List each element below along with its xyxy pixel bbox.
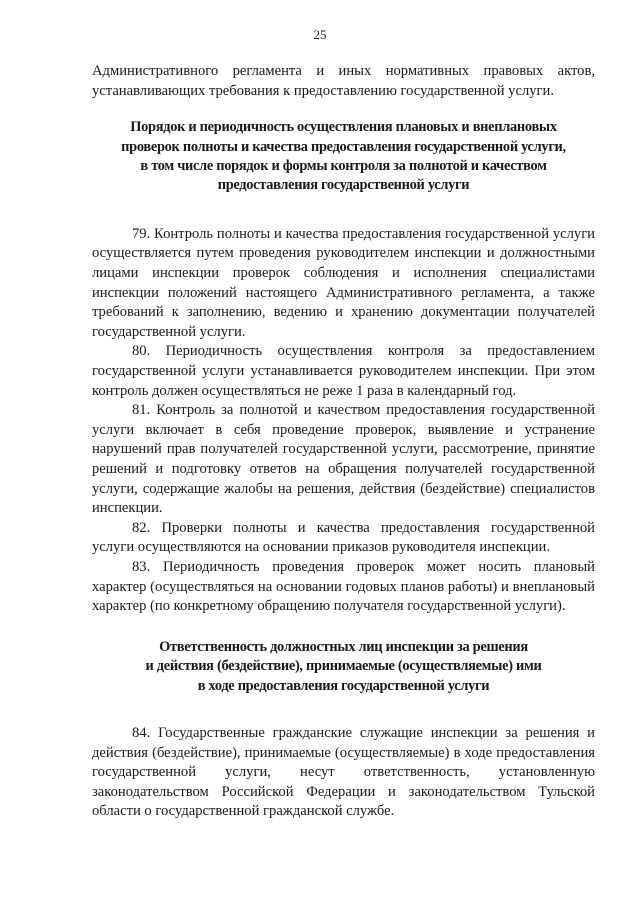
intro-paragraph: Административного регламента и иных нормативных правовых актов, устанавливающих требования к предоставлению государственной услуги. — [92, 63, 595, 99]
paragraph-81: 81. Контроль за полнотой и качеством предоставления государственной услуги включает в себя проведение проверок, выявление и устранение нарушений прав получателей государственной услуги, рассмотрение, принятие решений и подготовку ответов на обращения получателей государственной услуги, содержащие жалобы на решения, действия (бездействие) специалистов инспекции. — [92, 402, 595, 517]
heading-line: Ответственность должностных лиц инспекции за решения — [159, 638, 528, 655]
page-number: 25 — [313, 27, 327, 42]
paragraph-84: 84. Государственные гражданские служащие инспекции за решения и действия (бездействие), принимаемые (осуществляемые) в ходе предоставления государственной услуги, несут ответственность, установленную законодательством Российской Федерации и законодательством Тульской области о государственной гражданской службе. — [92, 724, 595, 820]
paragraph-79: 79. Контроль полноты и качества предоставления государственной услуги осуществляется путем проведения руководителем инспекции и должностными лицами инспекции проверок соблюдения и исполнения специалистами инспекции положений настоящего Административного регламента, а также требований к заполнению, ведению и хранению документации получателей государственной услуги. — [92, 225, 595, 340]
heading-line: проверок полноты и качества предоставления государственной услуги, — [121, 138, 566, 155]
heading-line: Порядок и периодичность осуществления плановых и внеплановых — [130, 119, 557, 136]
heading-line: предоставления государственной услуги — [217, 177, 470, 194]
paragraph-82: 82. Проверки полноты и качества предоставления государственной услуги осуществляются на основании приказов руководителя инспекции. — [92, 519, 595, 556]
document-body — [92, 62, 595, 822]
paragraph-83: 83. Периодичность проведения проверок может носить плановый характер (осуществляться на основании годовых планов работы) и внеплановый характер (по конкретному обращению получателя государственной услуги). — [92, 558, 595, 615]
heading-line: и действия (бездействие), принимаемые (осуществляемые) ими — [145, 658, 542, 675]
heading-line: в ходе предоставления государственной услуги — [197, 677, 490, 694]
section-heading-responsibility — [92, 638, 595, 696]
section-heading-control — [92, 118, 595, 196]
heading-line: в том числе порядок и формы контроля за полнотой и качеством — [140, 158, 547, 174]
paragraph-80: 80. Периодичность осуществления контроля за предоставлением государственной услуги устанавливается руководителем инспекции. При этом контроль должен осуществляться не реже 1 раза в календарный год. — [92, 343, 595, 399]
